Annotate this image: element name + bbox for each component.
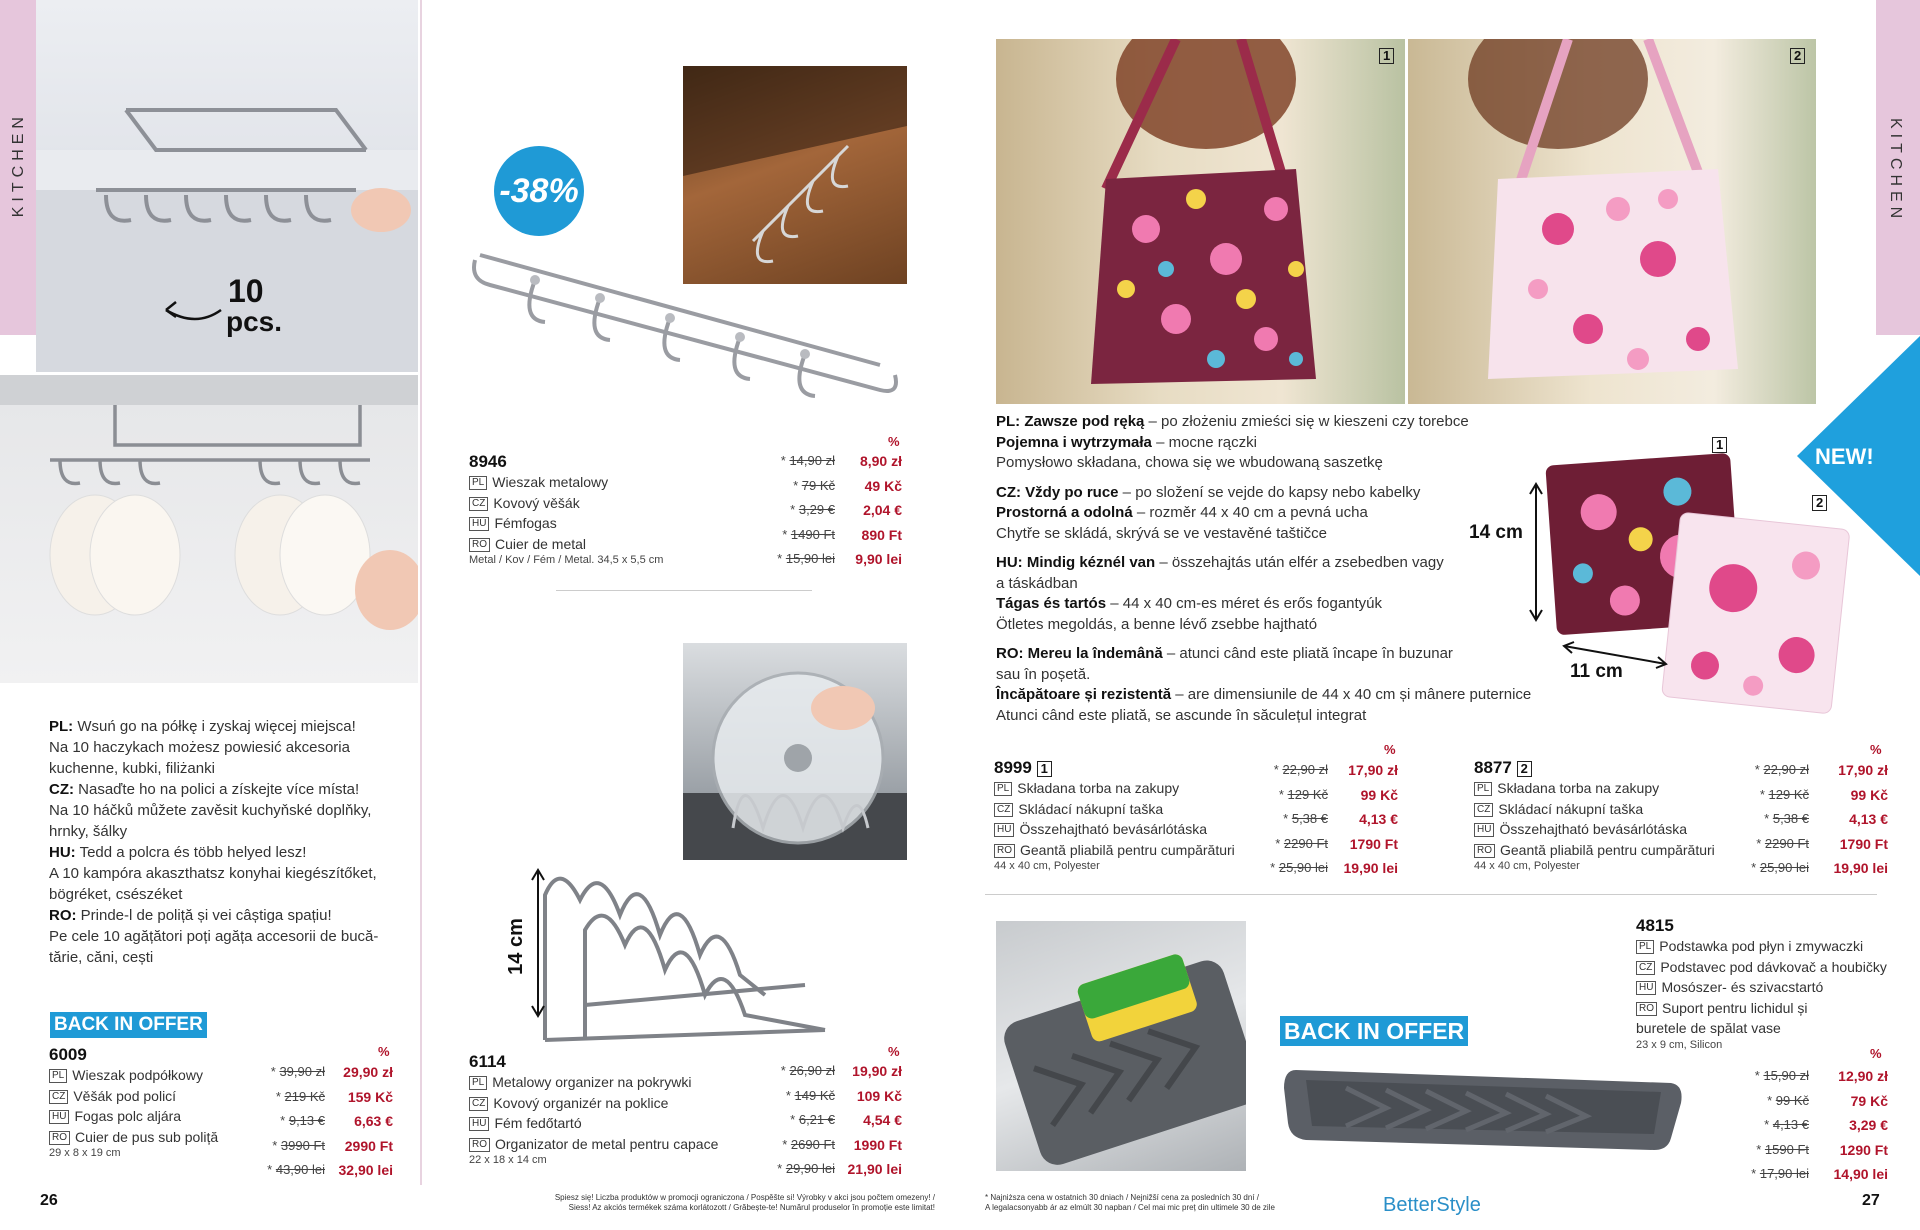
name-ro: RO Geantă pliabilă pentru cumpărături bbox=[1474, 840, 1774, 861]
new-prices-8999: 17,90 zł 99 Kč 4,13 € 1790 Ft 19,90 lei bbox=[1343, 762, 1398, 876]
product-code: 6009 bbox=[49, 1045, 87, 1064]
sponge-tray-photo-illustration bbox=[996, 921, 1246, 1171]
desc-line: Pojemna i wytrzymała – mocne rączki bbox=[996, 433, 1257, 451]
desc-line: Na 10 háčků můžete zavěsit kuchyňské doplňky, bbox=[49, 802, 372, 819]
name-hu: HU Összehajtható bevásárlótáska bbox=[1474, 819, 1774, 840]
new-prices-6009: 29,90 zł 159 Kč 6,63 € 2990 Ft 32,90 lei bbox=[338, 1064, 393, 1178]
section-divider bbox=[985, 894, 1877, 895]
rack-height-label: 14 cm bbox=[504, 918, 527, 975]
desc-line: sau în poșetă. bbox=[996, 665, 1091, 683]
percent-sign: % bbox=[1870, 1046, 1882, 1061]
image-number-2: 2 bbox=[1790, 47, 1805, 65]
desc-line: tărie, căni, cești bbox=[49, 949, 154, 966]
desc-line: HU: Mindig kéznél van – összehajtás után elfér a zsebedben vagy bbox=[996, 554, 1444, 571]
bag-height-arrow-icon bbox=[1526, 482, 1546, 622]
product-8946 bbox=[469, 452, 789, 566]
percent-sign: % bbox=[888, 434, 900, 449]
shelf-hanger-photo bbox=[36, 0, 418, 372]
desc-line: Pomysłowo składana, chowa się we wbudowaną saszetkę bbox=[996, 454, 1383, 471]
product-code: 8946 bbox=[469, 452, 507, 471]
bag-photo-2 bbox=[1408, 39, 1816, 404]
new-prices-6114: 19,90 zł 109 Kč 4,54 € 1990 Ft 21,90 lei bbox=[847, 1063, 902, 1177]
section-divider bbox=[556, 590, 812, 591]
cups-illustration bbox=[0, 375, 418, 683]
new-prices-4815: 12,90 zł 79 Kč 3,29 € 1290 Ft 14,90 lei bbox=[1833, 1068, 1888, 1182]
new-prices-8946: 8,90 zł 49 Kč 2,04 € 890 Ft 9,90 lei bbox=[855, 453, 902, 567]
name-pl: PL Wieszak podpółkowy bbox=[49, 1065, 399, 1086]
product-4815 bbox=[1636, 916, 1887, 1051]
percent-sign: % bbox=[1384, 742, 1396, 757]
floral-bag-dark-illustration bbox=[996, 39, 1405, 404]
desc-line: RO: Mereu la îndemână – atunci când este pliată încape în buzunar bbox=[996, 645, 1453, 662]
name-cz: CZ Skládací nákupní taška bbox=[994, 799, 1294, 820]
desc-line: Tágas és tartós – 44 x 40 cm-es méret és erős fogantyúk bbox=[996, 595, 1383, 612]
page-number-right: 27 bbox=[1862, 1192, 1880, 1209]
name-cz: CZ Věšák pod policí bbox=[49, 1086, 399, 1107]
name-pl: PL Wieszak metalowy bbox=[469, 472, 789, 493]
old-prices-6114: * 26,90 zł * 149 Kč * 6,21 € * 2690 Ft * 29,90 lei bbox=[777, 1063, 835, 1176]
percent-sign: % bbox=[378, 1044, 390, 1059]
old-prices-8946: * 14,90 zł * 79 Kč * 3,29 € * 1490 Ft * 15,90 lei bbox=[777, 453, 835, 566]
bag-width-label: 11 cm bbox=[1570, 661, 1623, 682]
product-spec: 44 x 40 cm, Polyester bbox=[1474, 860, 1580, 872]
desc-line: Încăpătoare și rezistentă – are dimensiunile de 44 x 40 cm și mânere puternice bbox=[996, 686, 1532, 703]
name-ro: RO Cuier de pus sub poliță bbox=[49, 1127, 399, 1148]
desc-line: Pe cele 10 agățători poți agăța accesorii de bucă- bbox=[49, 928, 379, 945]
name-hu: HU Mosószer- és szivacstartó bbox=[1636, 977, 1866, 998]
product-code: 6114 bbox=[469, 1052, 506, 1071]
desc-line: Atunci când este pliată, se ascunde în săculețul integrat bbox=[996, 706, 1367, 724]
bag-height-label: 14 cm bbox=[1469, 522, 1523, 543]
hook-count-unit: pcs. bbox=[226, 306, 283, 337]
name-cz: CZ Kovový věšák bbox=[469, 493, 789, 514]
floral-bag-light-illustration bbox=[1408, 39, 1816, 404]
product-spec: 23 x 9 cm, Silicon bbox=[1636, 1038, 1723, 1051]
desc-line: a táskádban bbox=[996, 574, 1078, 592]
product-spec: 29 x 8 x 19 cm bbox=[49, 1147, 121, 1159]
desc-line: bögréket, csészéket bbox=[49, 886, 183, 903]
name-pl: PL Metalowy organizer na pokrywki bbox=[469, 1072, 789, 1093]
name-hu: HU Fogas polc aljára bbox=[49, 1106, 399, 1127]
cups-on-hanger-photo bbox=[0, 375, 418, 683]
name-pl: PL Podstawka pod płyn i zmywaczki bbox=[1636, 936, 1866, 957]
new-prices-8877: 17,90 zł 99 Kč 4,13 € 1790 Ft 19,90 lei bbox=[1833, 762, 1888, 876]
lid-rack-illustration bbox=[525, 855, 865, 1050]
desc-line: Chytře se skládá, skrývá se ve vestavěné taštičce bbox=[996, 524, 1327, 542]
left-column-divider bbox=[420, 0, 422, 1185]
metal-hook-rack-illustration bbox=[460, 240, 910, 415]
name-ro: RO Geantă pliabilă pentru cumpărături bbox=[994, 840, 1294, 861]
desc-line: kuchenne, kubki, filiżanki bbox=[49, 760, 215, 777]
discount-badge: -38% bbox=[494, 146, 584, 236]
lid-organizer-photo bbox=[683, 643, 907, 860]
footer-left: Spiesz się! Liczba produktów w promocji ograniczona / Pospěšte si! Výrobky v akci jsou počtem omezeny! / Siess! Az akciós termékek száma korlátozott / Grăbește-te! Numărul produselor în promoție este limitat! bbox=[554, 1193, 935, 1212]
back-in-offer-badge-right: BACK IN OFFER bbox=[1280, 1016, 1468, 1046]
name-ro: RO Suport pentru lichidul și bbox=[1636, 998, 1866, 1019]
product-spec: 22 x 18 x 14 cm bbox=[469, 1154, 547, 1166]
brand-logo: BetterStyle bbox=[1383, 1194, 1481, 1216]
name-cz: CZ Kovový organizér na poklice bbox=[469, 1093, 789, 1114]
percent-sign: % bbox=[1870, 742, 1882, 757]
name-ro: RO Cuier de metal bbox=[469, 534, 789, 555]
desc-line: A 10 kampóra akaszthatsz konyhai kiegészítőket, bbox=[49, 865, 377, 882]
folded-bag-number-1: 1 bbox=[1712, 436, 1727, 454]
desc-line: Ötletes megoldás, a benne lévő zsebbe hajtható bbox=[996, 615, 1318, 633]
name-pl: PL Składana torba na zakupy bbox=[994, 778, 1294, 799]
old-prices-4815: * 15,90 zł * 99 Kč * 4,13 € * 1590 Ft * 17,90 lei bbox=[1751, 1068, 1809, 1181]
product-spec: Metal / Kov / Fém / Metal. 34,5 x 5,5 cm bbox=[469, 554, 664, 566]
silicone-tray-illustration bbox=[1276, 1058, 1686, 1158]
product-code: 8999 1 bbox=[994, 758, 1294, 778]
footer-right: * Najniższa cena w ostatnich 30 dniach / Nejnižší cena za posledních 30 dní / A legalacsonyabb ár az elmúlt 30 napban / Cel mai mic preț din ultimele 30 de zile bbox=[985, 1193, 1275, 1212]
desc-line: CZ: Nasaďte ho na polici a získejte více místa! bbox=[49, 781, 360, 798]
old-prices-8999: * 22,90 zł * 129 Kč * 5,38 € * 2290 Ft * 25,90 lei bbox=[1270, 762, 1328, 875]
desc-line: HU: Tedd a polcra és több helyed lesz! bbox=[49, 844, 307, 861]
height-arrow-icon bbox=[528, 868, 548, 1018]
old-prices-6009: * 39,90 zł * 219 Kč * 9,13 € * 3990 Ft * 43,90 lei bbox=[267, 1064, 325, 1177]
name-ro: RO Organizator de metal pentru capace bbox=[469, 1134, 789, 1155]
name-cz: CZ Skládací nákupní taška bbox=[1474, 799, 1774, 820]
bags-description bbox=[996, 412, 1556, 726]
sponge-tray-photo bbox=[996, 921, 1246, 1171]
side-label-right: KITCHEN bbox=[1887, 118, 1904, 224]
folded-bag-number-2: 2 bbox=[1812, 494, 1827, 512]
name-hu: HU Fém fedőtartó bbox=[469, 1113, 789, 1134]
desc-line: hrnky, šálky bbox=[49, 823, 128, 840]
curved-arrow-icon bbox=[156, 290, 226, 330]
new-badge-label: NEW! bbox=[1815, 444, 1874, 469]
product-code: 8877 2 bbox=[1474, 758, 1774, 778]
desc-line: Prostorná a odolná – rozměr 44 x 40 cm a pevná ucha bbox=[996, 504, 1368, 521]
name-hu: HU Összehajtható bevásárlótáska bbox=[994, 819, 1294, 840]
lid-organizer-photo-illustration bbox=[683, 643, 907, 860]
side-label-left: KITCHEN bbox=[10, 112, 27, 218]
product-6009-description bbox=[49, 716, 409, 968]
product-6114 bbox=[469, 1052, 789, 1166]
name-pl: PL Składana torba na zakupy bbox=[1474, 778, 1774, 799]
desc-line: Na 10 haczykach możesz powiesić akcesoria bbox=[49, 739, 350, 756]
old-prices-8877: * 22,90 zł * 129 Kč * 5,38 € * 2290 Ft * 25,90 lei bbox=[1751, 762, 1809, 875]
desc-line: CZ: Vždy po ruce – po složení se vejde do kapsy nebo kabelky bbox=[996, 483, 1421, 501]
desc-line: PL: Wsuń go na półkę i zyskaj więcej miejsca! bbox=[49, 718, 356, 735]
folded-bags-illustration bbox=[1530, 450, 1860, 730]
name-ro-continued: buretele de spălat vase bbox=[1636, 1020, 1781, 1036]
page-number-left: 26 bbox=[40, 1192, 58, 1209]
desc-line: RO: Prinde-l de poliță și vei câștiga spațiu! bbox=[49, 907, 332, 924]
bag-photo-1 bbox=[996, 39, 1405, 404]
product-code: 4815 bbox=[1636, 916, 1674, 935]
product-spec: 44 x 40 cm, Polyester bbox=[994, 860, 1100, 872]
percent-sign: % bbox=[888, 1044, 900, 1059]
name-hu: HU Fémfogas bbox=[469, 513, 789, 534]
name-cz: CZ Podstavec pod dávkovač a houbičky bbox=[1636, 957, 1866, 978]
desc-line: PL: Zawsze pod ręką – po złożeniu zmieści się w kieszeni czy torebce bbox=[996, 413, 1469, 430]
hook-count-number: 10 bbox=[228, 273, 264, 309]
image-number-1: 1 bbox=[1379, 47, 1394, 65]
back-in-offer-badge-left: BACK IN OFFER bbox=[50, 1012, 207, 1038]
